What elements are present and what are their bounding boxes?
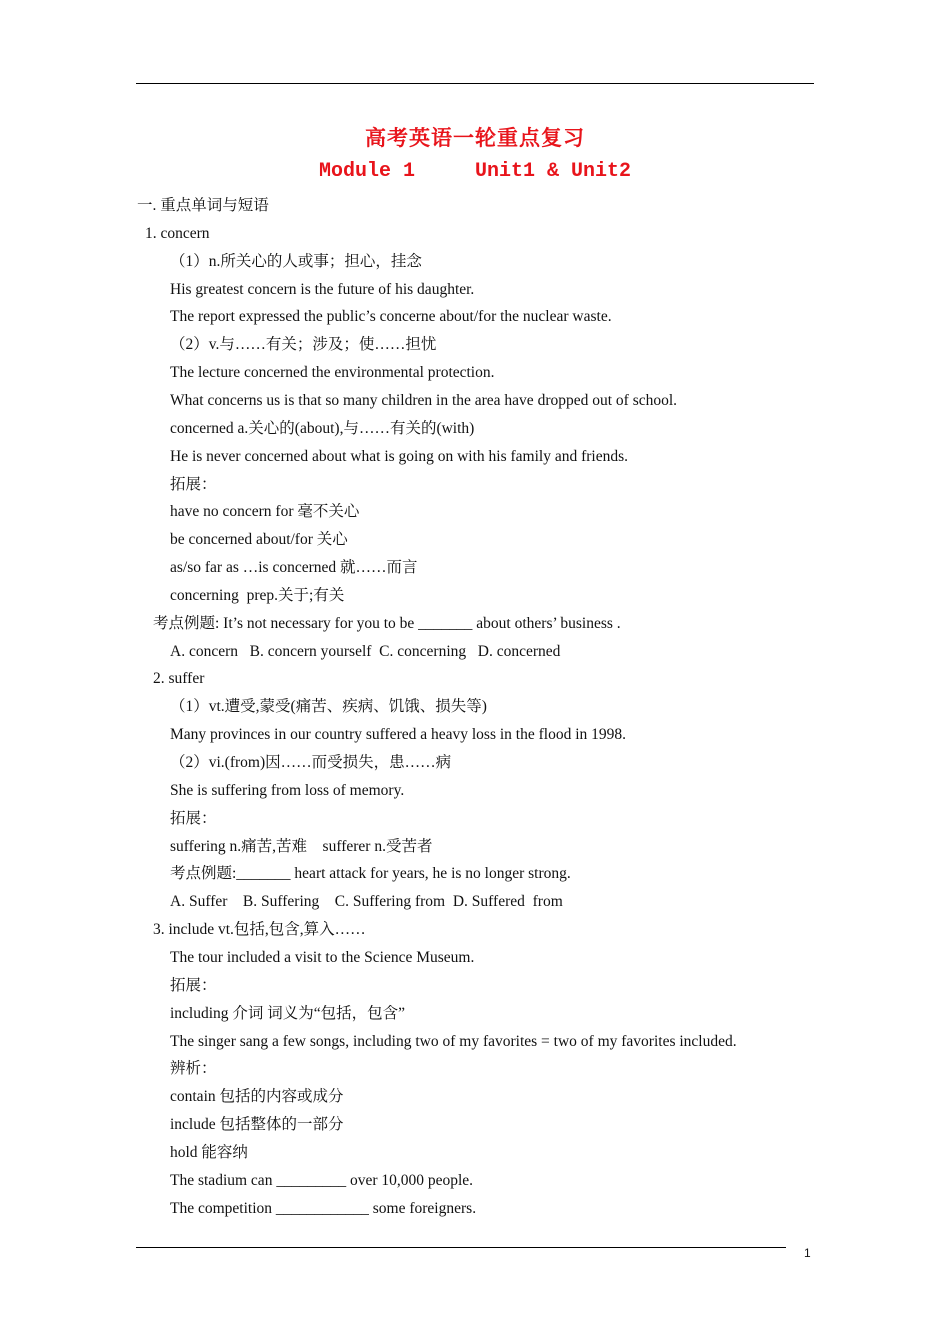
document-subtitle: Module 1 Unit1 & Unit2 bbox=[318, 160, 632, 183]
text-line: 考点例题: It’s not necessary for you to be _______ about others’ business . bbox=[153, 614, 621, 632]
text-line: as/so far as …is concerned 就……而言 bbox=[170, 559, 418, 577]
text-line: including 介词 词义为“包括，包含” bbox=[170, 1004, 406, 1022]
text-line: The lecture concerned the environmental protection. bbox=[170, 364, 495, 382]
header-rule bbox=[136, 83, 814, 84]
text-line: contain 包括的内容或成分 bbox=[170, 1088, 344, 1106]
text-line: （1）n.所关心的人或事；担心，挂念 bbox=[170, 252, 422, 270]
text-line: （2）vi.(from)因……而受损失，患……病 bbox=[170, 754, 452, 771]
text-line: be concerned about/for 关心 bbox=[170, 531, 348, 549]
text-line: Many provinces in our country suffered a heavy loss in the flood in 1998. bbox=[170, 726, 627, 744]
text-line: He is never concerned about what is going on with his family and friends. bbox=[170, 447, 628, 465]
page-number: 1 bbox=[804, 1246, 811, 1260]
text-line: 一. 重点单词与短语 bbox=[137, 197, 269, 214]
text-line: 拓展： bbox=[170, 809, 217, 827]
document-title: 高考英语一轮重点复习 bbox=[365, 125, 585, 150]
text-line: She is suffering from loss of memory. bbox=[170, 781, 405, 799]
text-line: What concerns us is that so many children in the area have dropped out of school. bbox=[170, 391, 678, 409]
text-line: have no concern for 毫不关心 bbox=[170, 503, 360, 521]
text-line: 拓展： bbox=[170, 976, 217, 994]
text-line: concerned a.关心的(about),与……有关的(with) bbox=[170, 419, 475, 437]
text-line: 考点例题:_______ heart attack for years, he is no longer strong. bbox=[170, 865, 571, 883]
footer-rule bbox=[136, 1247, 786, 1248]
text-line: 辨析： bbox=[170, 1060, 217, 1078]
text-line: The tour included a visit to the Science Museum. bbox=[170, 948, 475, 966]
text-line: The singer sang a few songs, including two of my favorites = two of my favorites included. bbox=[170, 1032, 737, 1050]
text-line: （2）v.与……有关；涉及；使……担忧 bbox=[170, 336, 437, 354]
text-line: 1. concern bbox=[145, 224, 210, 242]
text-line: 2. suffer bbox=[153, 670, 205, 688]
text-line: 3. include vt.包括,包含,算入…… bbox=[153, 921, 366, 939]
text-line: include 包括整体的一部分 bbox=[170, 1116, 344, 1134]
text-line: A. concern B. concern yourself C. concerning D. concerned bbox=[170, 642, 561, 660]
text-line: The competition ____________ some foreigners. bbox=[170, 1199, 477, 1217]
text-line: concerning prep.关于;有关 bbox=[170, 586, 345, 604]
text-line: The stadium can _________ over 10,000 people. bbox=[170, 1171, 474, 1189]
text-line: The report expressed the public’s concerne about/for the nuclear waste. bbox=[170, 308, 612, 326]
text-line: His greatest concern is the future of his daughter. bbox=[170, 280, 475, 298]
text-line: 拓展： bbox=[170, 475, 217, 493]
text-line: suffering n.痛苦,苦难 sufferer n.受苦者 bbox=[170, 837, 433, 855]
text-line: A. Suffer B. Suffering C. Suffering from D. Suffered from bbox=[170, 893, 563, 911]
text-line: hold 能容纳 bbox=[170, 1143, 248, 1161]
text-line: （1）vt.遭受,蒙受(痛苦、疾病、饥饿、损失等) bbox=[170, 698, 487, 716]
